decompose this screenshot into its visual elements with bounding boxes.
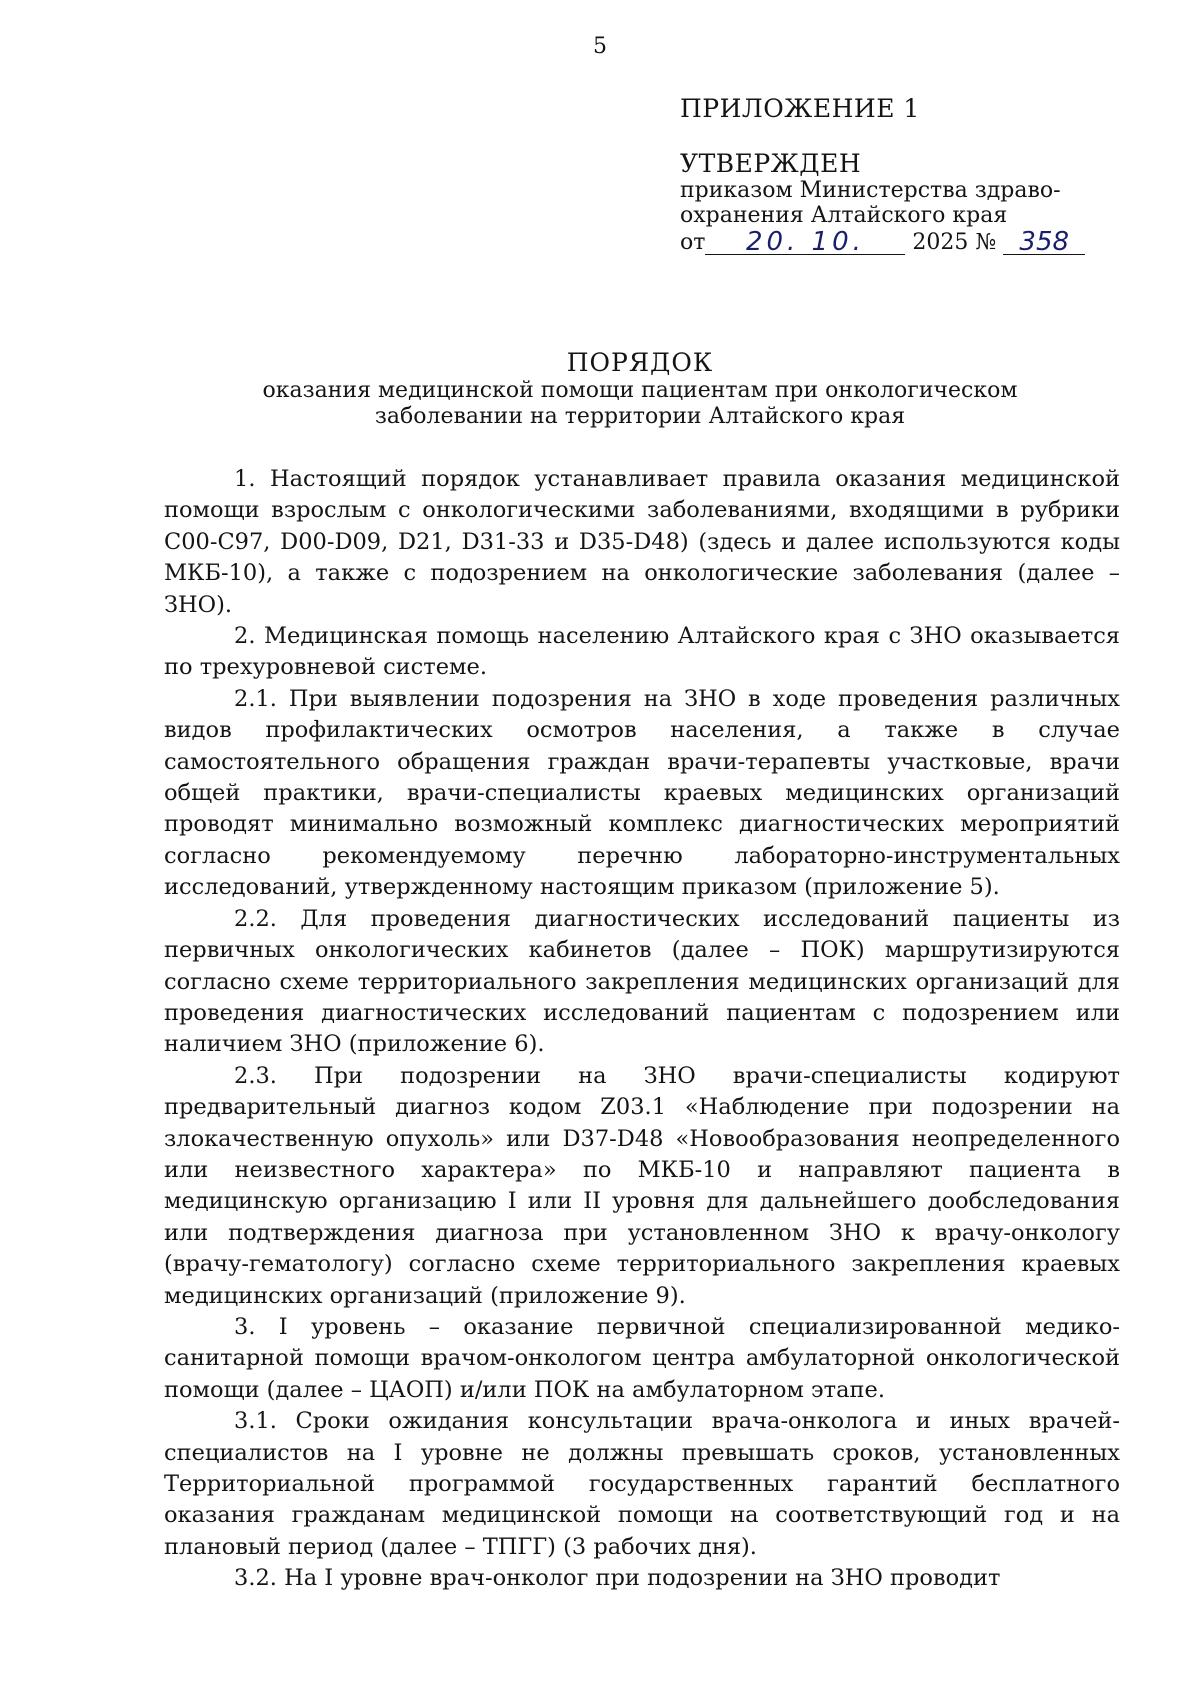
handwritten-number: 358 [1003, 230, 1085, 255]
approval-line-2: охранения Алтайского края [680, 203, 1008, 228]
year-label: 2025 № [912, 230, 997, 255]
paragraph-3-1: 3.1. Сроки ожидания консультации врача-онколога и иных врачей-специалистов на I уровне не должны превышать сроков, установленных Территориальной программой государственных гарантий бесплатного оказания гражданам медицинской помощи на соответствующий год и на плановый период (далее – ТПГГ) (3 рабочих дня). [164, 1408, 1120, 1560]
paragraph-2-3: 2.3. При подозрении на ЗНО врачи-специалисты кодируют предварительный диагноз кодом Z03.1 «Наблюдение при подозрении на злокачественную опухоль» или D37-D48 «Новообразования неопределенного или неизвестного характера» по МКБ-10 и направляют пациента в медицинскую организацию I или II уровня для дальнейшего дообследования или подтверждения диагноза при установленном ЗНО к врачу-онкологу (врачу-гематологу) согласно схеме территориального закрепления краевых медицинских организаций (приложение 9). [164, 1062, 1120, 1309]
approval-line-1: приказом Министерства здраво- [680, 178, 1061, 203]
approval-date-row [680, 227, 1140, 257]
page-number: 5 [593, 34, 607, 59]
paragraph-2-1: 2.1. При выявлении подозрения на ЗНО в ходе проведения различных видов профилактических осмотров населения, а также в случае самостоятельного обращения граждан врачи-терапевты участковые, врачи общей практики, врачи-специалисты краевых медицинских организаций проводят минимально возможный комплекс диагностических мероприятий согласно рекомендуемому перечню лабораторно-инструментальных исследований, утвержденному настоящим приказом (приложение 5). [164, 685, 1120, 901]
paragraph-1: 1. Настоящий порядок устанавливает правила оказания медицинской помощи взрослым с онкологическими заболеваниями, входящими в рубрики С00-С97, D00-D09, D21, D31-33 и D35-D48) (здесь и далее используются коды МКБ-10), а также с подозрением на онкологические заболевания (далее – ЗНО). [164, 466, 1120, 618]
appendix-label: ПРИЛОЖЕНИЕ 1 [680, 94, 920, 123]
handwritten-date: 20. 10. [705, 230, 905, 255]
paragraph-3-2: 3.2. На I уровне врач-онколог при подозрении на ЗНО проводит [234, 1565, 1001, 1592]
paragraph-2: 2. Медицинская помощь населению Алтайского края с ЗНО оказывается по трехуровневой системе. [164, 623, 1120, 681]
approved-label: УТВЕРЖДЕН [680, 149, 862, 178]
date-prefix: от [680, 230, 706, 255]
paragraph-2-2: 2.2. Для проведения диагностических исследований пациенты из первичных онкологических кабинетов (далее – ПОК) маршрутизируются согласно схеме территориального закрепления медицинских организаций для проведения диагностических исследований пациентам с подозрением или наличием ЗНО (приложение 6). [164, 905, 1120, 1058]
document-subtitle-line-1: оказания медицинской помощи пациентам при онкологическом [262, 378, 1018, 403]
approval-block [680, 96, 1140, 255]
document-title-block [150, 350, 1130, 430]
document-subtitle-line-2: заболевании на территории Алтайского края [374, 404, 906, 429]
document-title: ПОРЯДОК [566, 348, 714, 377]
document-body [164, 464, 1120, 1595]
paragraph-3: 3. I уровень – оказание первичной специализированной медико-санитарной помощи врачом-онкологом центра амбулаторной онкологической помощи (далее – ЦАОП) и/или ПОК на амбулаторном этапе. [164, 1313, 1120, 1403]
